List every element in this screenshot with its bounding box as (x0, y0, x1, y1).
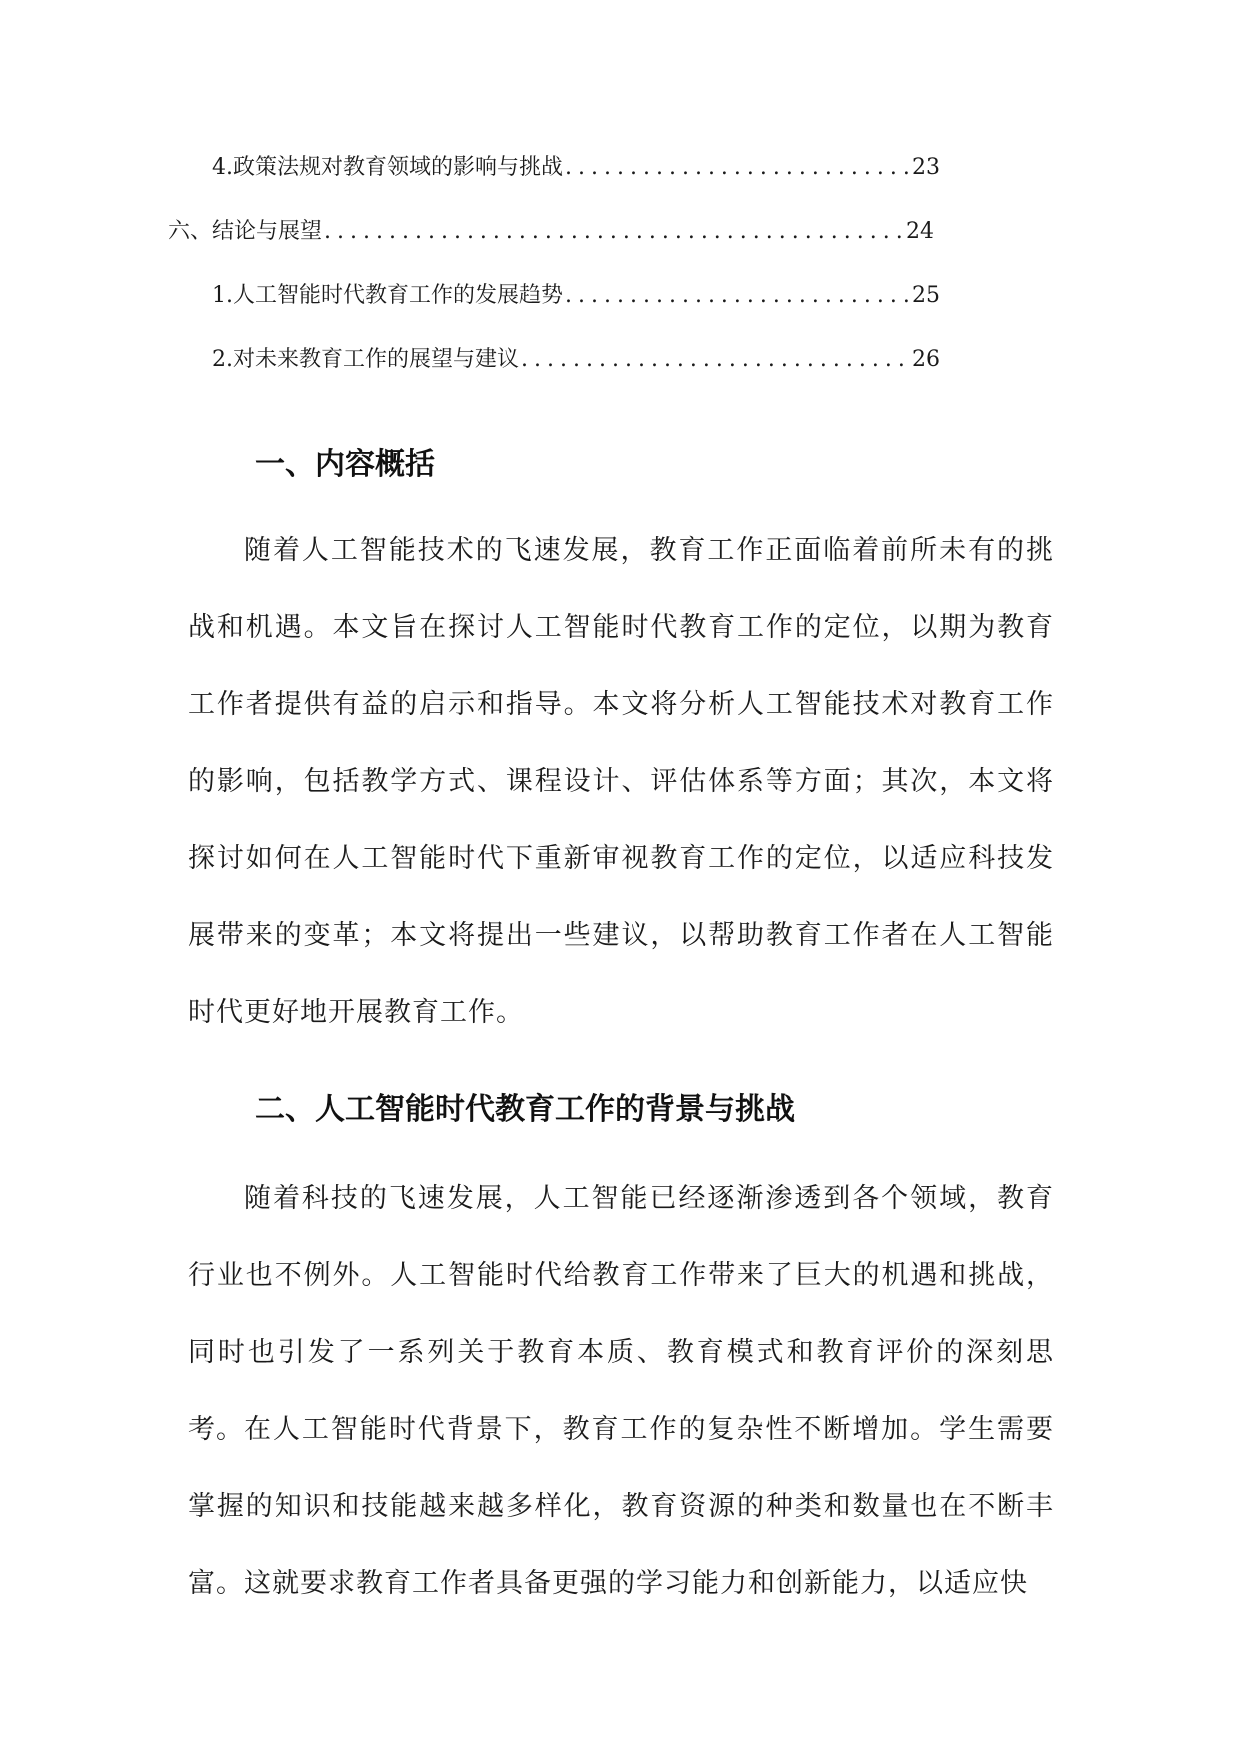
toc-leader-dots (565, 155, 910, 180)
toc-leader-dots (324, 219, 904, 244)
toc-entry-title: 对未来教育工作的展望与建议 (233, 347, 520, 372)
toc-entry-number: 1. (212, 283, 233, 308)
toc-entry-number: 2. (212, 347, 233, 372)
toc-entry[interactable] (188, 278, 940, 342)
toc-leader-dots (521, 347, 910, 372)
toc-entry-page: 25 (912, 283, 940, 308)
body-paragraph: 在人工智能时代背景下，教育工作的复杂性不断增加。学生需要掌握的知识和技能越来越多样化，教育资源的种类和数量也在不断丰富。这就要求教育工作者具备更强的学习能力和创新能力，以适应快 (188, 1414, 1054, 1599)
body-paragraph: 随着科技的飞速发展，人工智能已经逐渐渗透到各个领域，教育行业也不例外。人工智能时代给教育工作带来了巨大的机遇和挑战，同时也引发了一系列关于教育本质、教育模式和教育评价的深刻思考。 (188, 1183, 1054, 1445)
toc-entry[interactable] (188, 342, 940, 406)
toc-entry-title: 六、结论与展望 (168, 219, 323, 244)
toc-entry-number: 4. (212, 155, 233, 180)
toc-leader-dots (565, 283, 910, 308)
toc-entry-page: 26 (912, 347, 940, 372)
body-paragraph: 随着人工智能技术的飞速发展，教育工作正面临着前所未有的挑战和机遇。本文旨在探讨人工智能时代教育工作的定位，以期为教育工作者提供有益的启示和指导。本文将分析人工智能技术对教育工作的影响，包括教学方式、课程设计、评估体系等方面；其次，本文将探讨如何在人工智能时代下重新审视教育工作的定位，以适应科技发展带来的变革；本文将提出一些建议，以帮助教育工作者在人工智能时代更好地开展教育工作。 (188, 535, 1054, 1028)
toc-entry-title: 人工智能时代教育工作的发展趋势 (233, 283, 564, 308)
toc-entry-page: 23 (912, 155, 940, 180)
toc-entry[interactable] (168, 214, 934, 278)
toc-entry-page: 24 (906, 219, 934, 244)
table-of-contents (168, 150, 942, 406)
toc-entry-title: 政策法规对教育领域的影响与挑战 (233, 155, 564, 180)
toc-entry[interactable] (188, 150, 940, 214)
section-heading: 一、内容概括 (255, 447, 435, 482)
section-heading: 二、人工智能时代教育工作的背景与挑战 (255, 1092, 795, 1127)
